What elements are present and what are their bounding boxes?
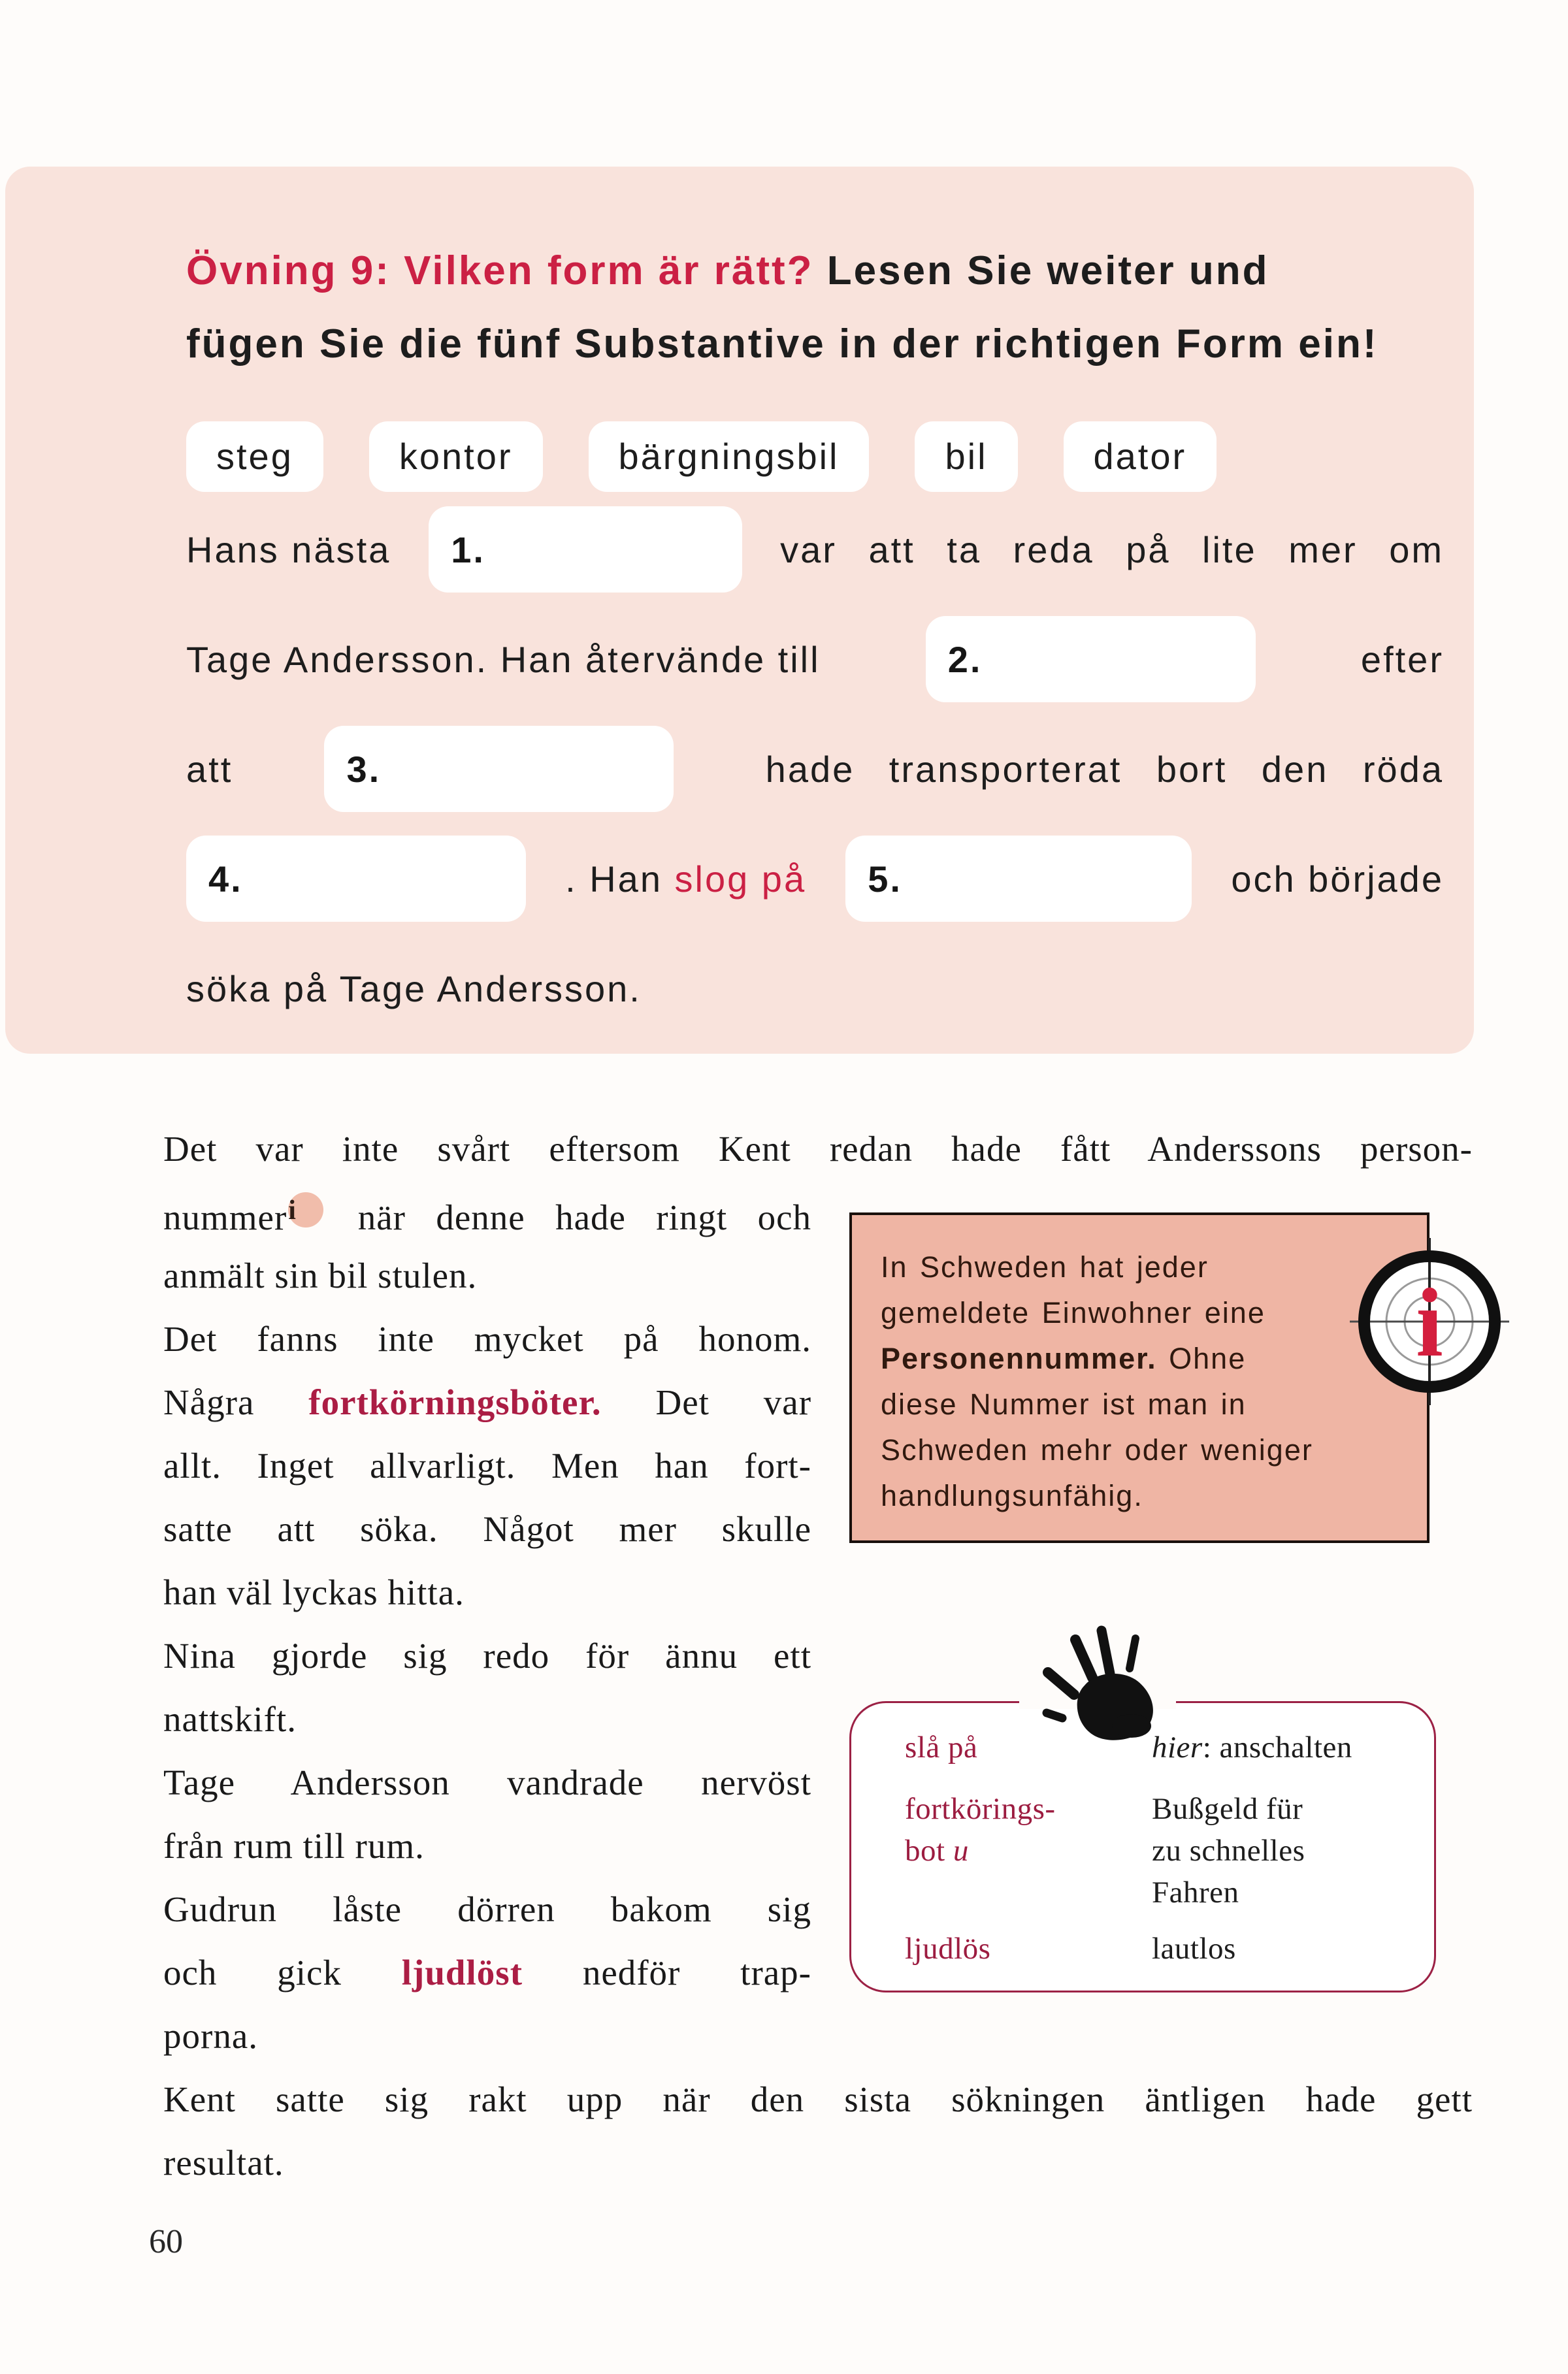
text-segment: Några bbox=[163, 1382, 309, 1422]
text-segment: fortkörningsböter. bbox=[308, 1382, 602, 1422]
body-text-line bbox=[163, 1319, 811, 1359]
text-segment: fügen Sie die fünf Substantive in der richtigen Form ein! bbox=[186, 321, 1379, 366]
exercise-row bbox=[186, 836, 1444, 922]
blank-number: 5. bbox=[868, 858, 902, 900]
vocab-definition bbox=[1152, 1730, 1352, 1765]
text-segment: Det var bbox=[601, 1382, 812, 1422]
word-chip: dator bbox=[1064, 421, 1217, 492]
info-text-line bbox=[881, 1433, 1313, 1467]
text-segment: Tage Andersson vandrade nervöst bbox=[163, 1763, 811, 1802]
text-segment: u bbox=[953, 1834, 969, 1868]
vocab-term bbox=[905, 1730, 977, 1765]
text-segment: Bußgeld für bbox=[1152, 1792, 1303, 1826]
text-segment: Fahren bbox=[1152, 1876, 1239, 1910]
text-segment: hier bbox=[1152, 1731, 1203, 1764]
answer-blank bbox=[845, 836, 1192, 922]
info-reference-badge: i bbox=[288, 1192, 323, 1228]
text-segment: allt. Inget allvarligt. Men han fort- bbox=[163, 1446, 811, 1486]
body-text-line bbox=[163, 1699, 811, 1740]
answer-blank bbox=[429, 506, 742, 593]
vocab-definition bbox=[1152, 1833, 1305, 1868]
vocab-term bbox=[905, 1931, 990, 1966]
blank-number: 1. bbox=[451, 528, 485, 570]
body-text-line bbox=[163, 1509, 811, 1550]
body-text-line bbox=[163, 2079, 1473, 2120]
text-segment: Det fanns inte mycket på honom. bbox=[163, 1319, 811, 1359]
info-text-line bbox=[881, 1479, 1143, 1513]
text-segment: när denne hade ringt och bbox=[327, 1197, 811, 1237]
text-segment: och gick bbox=[163, 1953, 402, 1992]
exercise-text bbox=[186, 528, 391, 571]
body-text-line bbox=[163, 1446, 811, 1486]
body-text-line bbox=[163, 1256, 811, 1296]
exercise-text bbox=[186, 967, 642, 1010]
exercise-text bbox=[780, 528, 1444, 571]
vocab-definition bbox=[1152, 1931, 1236, 1966]
exercise-text bbox=[1231, 858, 1444, 900]
body-text-line bbox=[163, 2016, 811, 2057]
text-segment: fortkörings- bbox=[905, 1792, 1056, 1826]
exercise-text bbox=[766, 748, 1444, 790]
word-chip: steg bbox=[186, 421, 323, 492]
body-text-line bbox=[163, 1572, 811, 1613]
text-segment: resultat. bbox=[163, 2143, 284, 2183]
exercise-row bbox=[186, 506, 1444, 593]
body-text-line bbox=[163, 1636, 811, 1676]
exercise-title-line-1 bbox=[186, 248, 1428, 294]
blank-number: 4. bbox=[208, 858, 243, 900]
answer-blank bbox=[186, 836, 526, 922]
handprint-icon bbox=[1027, 1621, 1179, 1744]
vocab-term bbox=[905, 1791, 1056, 1827]
info-text-line bbox=[881, 1250, 1209, 1284]
text-segment: zu schnelles bbox=[1152, 1834, 1305, 1868]
text-segment: diese Nummer ist man in bbox=[881, 1388, 1247, 1421]
text-segment: . Han bbox=[565, 858, 675, 900]
info-target-icon bbox=[1346, 1238, 1513, 1405]
answer-blank bbox=[926, 616, 1256, 702]
body-text-line bbox=[163, 1192, 811, 1238]
text-segment: slog på bbox=[674, 858, 807, 900]
text-segment: : anschalten bbox=[1202, 1731, 1352, 1764]
text-segment: nummer bbox=[163, 1197, 287, 1237]
text-segment: ljudlöst bbox=[401, 1953, 523, 1992]
text-segment: han väl lyckas hitta. bbox=[163, 1572, 465, 1612]
blank-number: 3. bbox=[346, 748, 382, 790]
word-chip: bärgningsbil bbox=[589, 421, 870, 492]
text-segment: hade transporterat bort den röda bbox=[765, 748, 1444, 790]
text-segment: Hans nästa bbox=[186, 528, 391, 570]
text-segment: Övning 9: Vilken form är rätt? bbox=[186, 248, 814, 293]
vocab-term bbox=[905, 1833, 969, 1868]
body-text-line bbox=[163, 2143, 811, 2183]
text-segment: från rum till rum. bbox=[163, 1826, 425, 1866]
body-text-line bbox=[163, 1953, 811, 1993]
exercise-text bbox=[565, 858, 806, 900]
blank-number: 2. bbox=[947, 638, 983, 680]
info-text-line bbox=[881, 1342, 1246, 1376]
text-segment: handlungsunfähig. bbox=[881, 1479, 1143, 1512]
text-segment: Tage Andersson. Han återvände till bbox=[186, 638, 821, 680]
exercise-row bbox=[186, 945, 1444, 1032]
text-segment: In Schweden hat jeder bbox=[881, 1250, 1209, 1284]
info-text-line bbox=[881, 1388, 1247, 1422]
exercise-row bbox=[186, 726, 1444, 812]
text-segment: att bbox=[186, 748, 233, 790]
text-segment: slå på bbox=[905, 1731, 978, 1764]
info-icon-letter: i bbox=[1416, 1269, 1443, 1377]
word-chip: bil bbox=[915, 421, 1017, 492]
text-segment: lautlos bbox=[1152, 1932, 1236, 1966]
body-text-line bbox=[163, 1382, 811, 1423]
text-segment: Personennummer. bbox=[881, 1342, 1157, 1375]
exercise-text bbox=[186, 638, 821, 681]
text-segment: Nina gjorde sig redo för ännu ett bbox=[163, 1636, 811, 1676]
word-chip-row bbox=[186, 421, 1217, 492]
body-text-line bbox=[163, 1129, 1473, 1169]
body-text-line bbox=[163, 1826, 811, 1866]
text-segment: anmält sin bil stulen. bbox=[163, 1256, 478, 1295]
text-segment: gemeldete Einwohner eine bbox=[881, 1296, 1266, 1329]
text-segment: nedför trap- bbox=[523, 1953, 811, 1992]
vocab-definition bbox=[1152, 1875, 1239, 1910]
info-text-line bbox=[881, 1296, 1266, 1330]
word-chip: kontor bbox=[369, 421, 543, 492]
page-number: 60 bbox=[149, 2223, 183, 2260]
exercise-row bbox=[186, 616, 1444, 702]
text-segment: ljudlös bbox=[905, 1932, 991, 1966]
vocab-definition bbox=[1152, 1791, 1303, 1827]
text-segment: satte att söka. Något mer skulle bbox=[163, 1509, 811, 1549]
text-segment: Det var inte svårt eftersom Kent redan hade fått Anderssons person- bbox=[163, 1129, 1473, 1169]
text-segment: bot bbox=[905, 1834, 953, 1868]
exercise-title-line-2 bbox=[186, 321, 1428, 367]
text-segment: Lesen Sie weiter und bbox=[813, 248, 1269, 293]
body-text-line bbox=[163, 1889, 811, 1930]
text-segment: Ohne bbox=[1156, 1342, 1247, 1375]
text-segment: porna. bbox=[163, 2016, 258, 2056]
text-segment: efter bbox=[1360, 638, 1444, 680]
text-segment: Gudrun låste dörren bakom sig bbox=[163, 1889, 811, 1929]
text-segment: var att ta reda på lite mer om bbox=[780, 528, 1444, 570]
text-segment: och började bbox=[1231, 858, 1444, 900]
text-segment: nattskift. bbox=[163, 1699, 297, 1739]
exercise-text bbox=[186, 748, 233, 790]
exercise-text bbox=[1361, 638, 1444, 681]
text-segment: söka på Tage Andersson. bbox=[186, 967, 642, 1009]
answer-blank bbox=[324, 726, 674, 812]
text-segment: Schweden mehr oder weniger bbox=[881, 1433, 1313, 1467]
text-segment: Kent satte sig rakt upp när den sista sökningen äntligen hade gett bbox=[163, 2079, 1473, 2119]
body-text-line bbox=[163, 1763, 811, 1803]
